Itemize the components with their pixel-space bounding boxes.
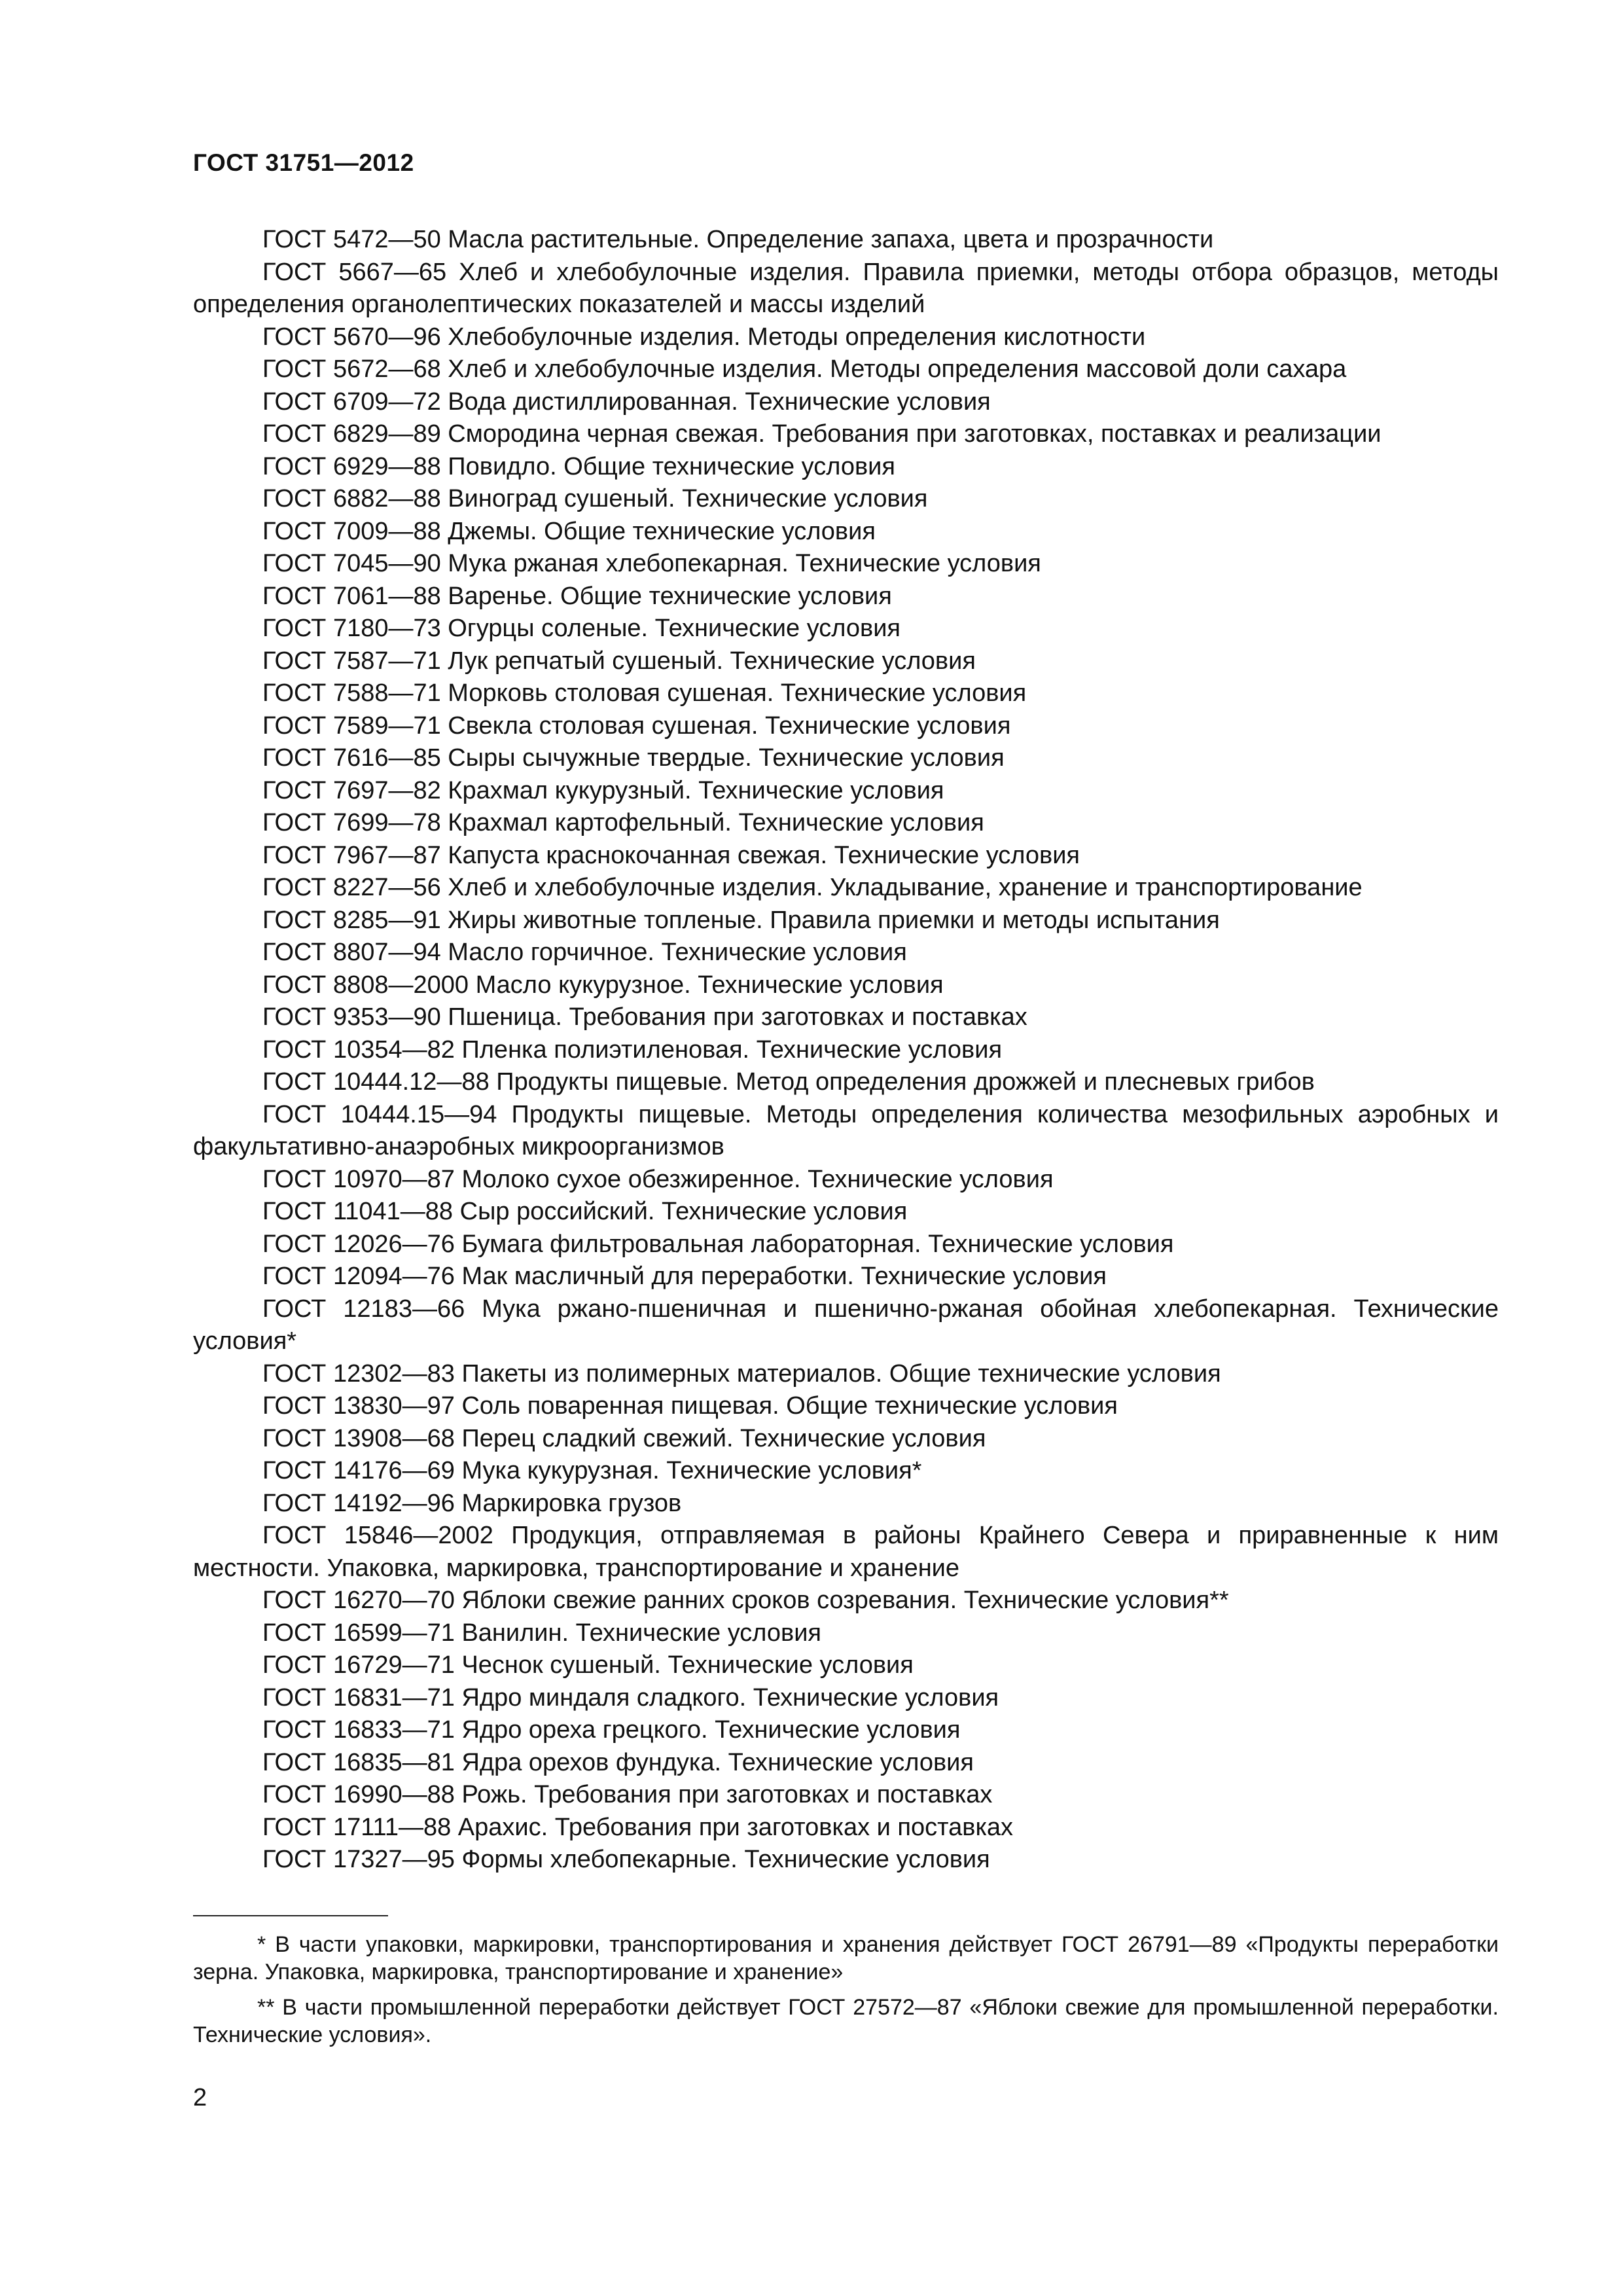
reference-item: ГОСТ 7045—90 Мука ржаная хлебопекарная. Технические условия [262, 550, 1041, 577]
reference-item: ГОСТ 5472—50 Масла растительные. Определение запаха, цвета и прозрачности [262, 226, 1214, 253]
reference-item: ГОСТ 7588—71 Морковь столовая сушеная. Технические условия [262, 679, 1027, 707]
reference-item: ГОСТ 13908—68 Перец сладкий свежий. Технические условия [262, 1424, 986, 1452]
reference-item: ГОСТ 7587—71 Лук репчатый сушеный. Технические условия [262, 647, 976, 675]
reference-item: ГОСТ 16833—71 Ядро ореха грецкого. Технические условия [262, 1716, 961, 1744]
reference-item: ГОСТ 6882—88 Виноград сушеный. Технические условия [262, 485, 928, 512]
normative-references-list [193, 224, 1499, 1876]
reference-item: ГОСТ 10444.12—88 Продукты пищевые. Метод определения дрожжей и плесневых грибов [262, 1068, 1315, 1096]
reference-item: ГОСТ 8808—2000 Масло кукурузное. Технические условия [262, 971, 944, 999]
reference-item: ГОСТ 6709—72 Вода дистиллированная. Технические условия [262, 387, 991, 416]
reference-item: ГОСТ 11041—88 Сыр российский. Технические условия [262, 1198, 908, 1225]
reference-item: ГОСТ 7699—78 Крахмал картофельный. Технические условия [262, 809, 984, 836]
reference-item: ГОСТ 10970—87 Молоко сухое обезжиренное. Технические условия [262, 1165, 1054, 1193]
reference-item: ГОСТ 10354—82 Пленка полиэтиленовая. Технические условия [262, 1035, 1003, 1064]
reference-item: ГОСТ 10444.15—94 Продукты пищевые. Методы определения количества мезофильных аэробных и факультативно-анаэробных микроорганизмов [193, 1100, 1499, 1160]
footnote-1: * В части упаковки, маркировки, транспортирования и хранения действует ГОСТ 26791—89 «Продукты переработки зерна. Упаковка, маркировка, транспортирование и хранение» [193, 1932, 1499, 1984]
reference-item: ГОСТ 16599—71 Ванилин. Технические условия [262, 1619, 821, 1647]
reference-item: ГОСТ 12026—76 Бумага фильтровальная лабораторная. Технические условия [262, 1230, 1174, 1258]
page-header-title: ГОСТ 31751—2012 [193, 149, 414, 176]
reference-item: ГОСТ 7180—73 Огурцы соленые. Технические условия [262, 615, 901, 642]
reference-item: ГОСТ 7061—88 Варенье. Общие технические условия [262, 582, 892, 610]
reference-item: ГОСТ 6929—88 Повидло. Общие технические условия [262, 452, 895, 480]
reference-item: ГОСТ 17327—95 Формы хлебопекарные. Технические условия [262, 1846, 990, 1873]
reference-item: ГОСТ 13830—97 Соль поваренная пищевая. Общие технические условия [262, 1392, 1118, 1420]
page-number: 2 [193, 2084, 207, 2111]
reference-item: ГОСТ 9353—90 Пшеница. Требования при заготовках и поставках [262, 1003, 1027, 1031]
reference-item: ГОСТ 16729—71 Чеснок сушеный. Технические условия [262, 1651, 914, 1679]
reference-item: ГОСТ 16835—81 Ядра орехов фундука. Технические условия [262, 1748, 974, 1776]
reference-item: ГОСТ 7009—88 Джемы. Общие технические условия [262, 517, 876, 545]
reference-item: ГОСТ 7616—85 Сыры сычужные твердые. Технические условия [262, 744, 1005, 772]
reference-item: ГОСТ 12183—66 Мука ржано-пшеничная и пшенично-ржаная обойная хлебопекарная. Технические условия* [193, 1295, 1499, 1355]
reference-item: ГОСТ 12302—83 Пакеты из полимерных материалов. Общие технические условия [262, 1359, 1221, 1388]
footnote-divider [193, 1915, 388, 1916]
reference-item: ГОСТ 8285—91 Жиры животные топленые. Правила приемки и методы испытания [262, 906, 1220, 934]
footnotes [193, 1931, 1499, 2056]
reference-item: ГОСТ 7697—82 Крахмал кукурузный. Технические условия [262, 776, 944, 804]
reference-item: ГОСТ 8807—94 Масло горчичное. Технические условия [262, 939, 907, 966]
footnote-2: ** В части промышленной переработки действует ГОСТ 27572—87 «Яблоки свежие для промышленной переработки. Технические условия». [193, 1995, 1499, 2047]
reference-item: ГОСТ 6829—89 Смородина черная свежая. Требования при заготовках, поставках и реализации [262, 420, 1382, 448]
reference-item: ГОСТ 5667—65 Хлеб и хлебобулочные изделия. Правила приемки, методы отбора образцов, методы определения органолептических показателей и массы изделий [193, 258, 1499, 318]
reference-item: ГОСТ 14192—96 Маркировка грузов [262, 1489, 682, 1517]
reference-item: ГОСТ 5670—96 Хлебобулочные изделия. Методы определения кислотности [262, 323, 1146, 351]
reference-item: ГОСТ 14176—69 Мука кукурузная. Технические условия* [262, 1457, 922, 1484]
reference-item: ГОСТ 16831—71 Ядро миндаля сладкого. Технические условия [262, 1683, 999, 1712]
reference-item: ГОСТ 7589—71 Свекла столовая сушеная. Технические условия [262, 711, 1011, 740]
reference-item: ГОСТ 15846—2002 Продукция, отправляемая в районы Крайнего Севера и приравненные к ним местности. Упаковка, маркировка, транспортирование и хранение [193, 1522, 1499, 1582]
reference-item: ГОСТ 7967—87 Капуста краснокочанная свежая. Технические условия [262, 841, 1080, 869]
reference-item: ГОСТ 17111—88 Арахис. Требования при заготовках и поставках [262, 1813, 1014, 1841]
reference-item: ГОСТ 16990—88 Рожь. Требования при заготовках и поставках [262, 1781, 993, 1808]
reference-item: ГОСТ 12094—76 Мак масличный для переработки. Технические условия [262, 1263, 1107, 1290]
reference-item: ГОСТ 5672—68 Хлеб и хлебобулочные изделия. Методы определения массовой доли сахара [262, 355, 1347, 383]
reference-item: ГОСТ 16270—70 Яблоки свежие ранних сроков созревания. Технические условия** [262, 1587, 1229, 1614]
reference-item: ГОСТ 8227—56 Хлеб и хлебобулочные изделия. Укладывание, хранение и транспортирование [262, 874, 1363, 901]
